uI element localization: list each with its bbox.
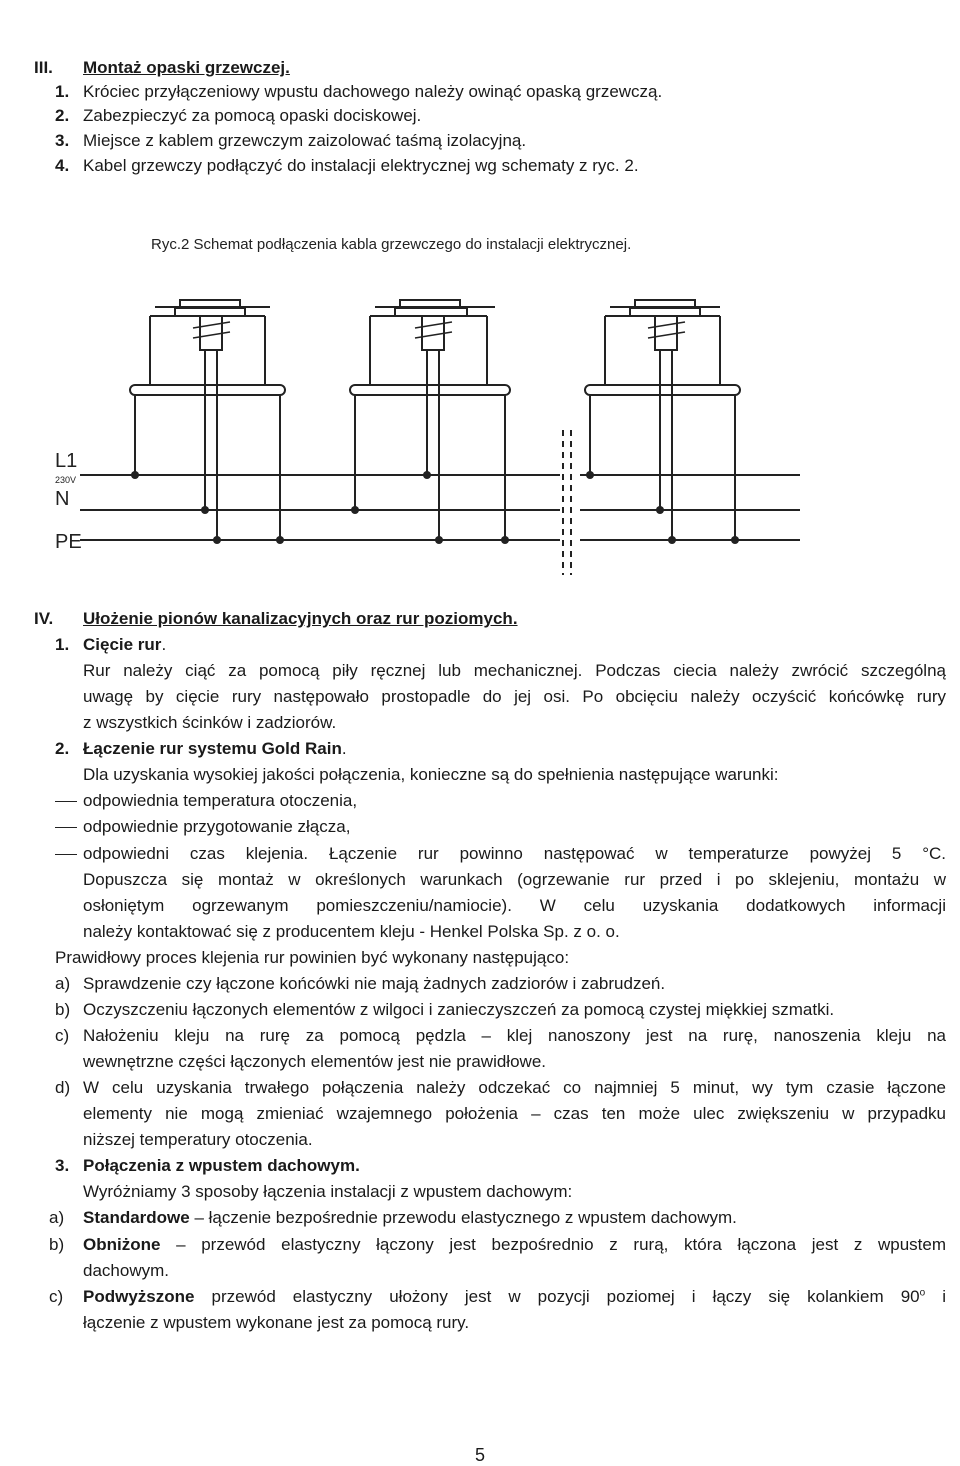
- section-4-number: IV.: [34, 609, 54, 628]
- step-d-line-1: W celu uzyskania trwałego połączenia należy odczekać co najmniej 5 minut, wy tym czasie łączone: [83, 1078, 946, 1097]
- voltage-label: 230V: [55, 475, 77, 485]
- step-c-line-1: Nałożeniu kleju na rurę za pomocą pędzla – klej nanoszony jest na rurę, nanoszenia kleju na: [83, 1026, 946, 1045]
- step-d-line-2: elementy nie mogą zmieniać wzajemnego położenia – czas ten może ulec zwiększeniu w przypadku: [83, 1104, 946, 1123]
- s3-item-3-text: Miejsce z kablem grzewczym zaizolować taśmą izolacyjną.: [83, 131, 527, 150]
- s3-item-4-num: 4.: [55, 156, 70, 175]
- figure-caption: Ryc.2 Schemat podłączenia kabla grzewczego do instalacji elektrycznej.: [151, 236, 632, 253]
- step-a-label: a): [55, 974, 71, 993]
- sub2-cont-3: należy kontaktować się z producentem kleju - Henkel Polska Sp. z o. o.: [83, 922, 620, 941]
- step-c-line-2: wewnętrzne części łączonych elementów jest nie prawidłowe.: [83, 1052, 546, 1071]
- list-dash: [55, 854, 77, 855]
- sub2-cont-1: Dopuszcza się montaż w określonych warunkach (ogrzewanie rur przed i po sklejeniu, montażu w: [83, 870, 946, 889]
- heating-unit-2: [350, 300, 510, 540]
- method-a-label: a): [49, 1208, 65, 1227]
- s3-item-1-text: Króciec przyłączeniowy wpustu dachowego należy owinąć opaską grzewczą.: [83, 82, 663, 101]
- sub1-num: 1.: [55, 635, 70, 654]
- s3-item-2-num: 2.: [55, 106, 70, 125]
- condition-2: odpowiednie przygotowanie złącza,: [83, 817, 351, 836]
- page-number: 5: [474, 1445, 485, 1465]
- s3-item-2-text: Zabezpieczyć za pomocą opaski dociskowej.: [83, 106, 422, 125]
- step-a-text: Sprawdzenie czy łączone końcówki nie mają żadnych zadziorów i zabrudzeń.: [83, 974, 666, 993]
- method-c-label: c): [49, 1287, 64, 1306]
- sub2-cont-2: osłoniętym ogrzewanym pomieszczeniu/namiocie). W celu uzyskania dodatkowych informacji: [83, 896, 946, 915]
- method-c-text: Podwyższone przewód elastyczny ułożony jest w pozycji poziomej i łączy się kolankiem 90$^o$ i: [83, 1287, 946, 1306]
- method-b-text: Obniżone – przewód elastyczny łączony jest bezpośrednio z rurą, która łączona jest z wpustem: [83, 1235, 946, 1254]
- heating-unit-3: [585, 300, 740, 540]
- sub1-title: Cięcie rur.: [83, 635, 167, 654]
- sub3-num: 3.: [55, 1156, 70, 1175]
- step-d-line-3: niższej temperatury otoczenia.: [83, 1130, 313, 1149]
- method-b-label: b): [49, 1235, 65, 1254]
- condition-1: odpowiednia temperatura otoczenia,: [83, 791, 358, 810]
- sub1-line-3: z wszystkich ścinków i zadziorów.: [83, 713, 337, 732]
- process-intro: Prawidłowy proces klejenia rur powinien być wykonany następująco:: [55, 948, 570, 967]
- step-c-label: c): [55, 1026, 70, 1045]
- section-4-title: Ułożenie pionów kanalizacyjnych oraz rur poziomych.: [83, 609, 518, 628]
- l1-label: L1: [55, 450, 78, 472]
- step-b-text: Oczyszczeniu łączonych elementów z wilgoci i zanieczyszczeń za pomocą czystej miękkiej szmatki.: [83, 1000, 835, 1019]
- s3-item-1-num: 1.: [55, 82, 70, 101]
- condition-3: odpowiedni czas klejenia. Łączenie rur powinno następować w temperaturze powyżej 5 °C.: [83, 844, 946, 863]
- sub2-num: 2.: [55, 739, 70, 758]
- sub2-intro: Dla uzyskania wysokiej jakości połączenia, konieczne są do spełnienia następujące warunki:: [83, 765, 779, 784]
- sub2-title: Łączenie rur systemu Gold Rain.: [83, 739, 347, 758]
- method-b-cont: dachowym.: [83, 1261, 169, 1280]
- n-label: N: [55, 488, 70, 510]
- s3-item-4-text: Kabel grzewczy podłączyć do instalacji elektrycznej wg schematy z ryc. 2.: [83, 156, 639, 175]
- sub3-intro: Wyróżniamy 3 sposoby łączenia instalacji z wpustem dachowym:: [83, 1182, 573, 1201]
- method-c-cont: łączenie z wpustem wykonane jest za pomocą rury.: [83, 1313, 470, 1332]
- heating-unit-1: [130, 300, 285, 540]
- sub3-title: Połączenia z wpustem dachowym.: [83, 1156, 360, 1175]
- section-3-number: III.: [34, 58, 53, 77]
- step-d-label: d): [55, 1078, 71, 1097]
- s3-item-3-num: 3.: [55, 131, 70, 150]
- wiring-schematic: [55, 290, 805, 580]
- method-a-text: Standardowe – łączenie bezpośrednie przewodu elastycznego z wpustem dachowym.: [83, 1208, 737, 1227]
- list-dash: [55, 827, 77, 828]
- step-b-label: b): [55, 1000, 71, 1019]
- sub1-line-2: uwagę by cięcie rury następowało prostopadle do jej osi. Po obcięciu należy oczyścić końcówkę rury: [83, 687, 946, 706]
- pe-label: PE: [55, 531, 82, 553]
- sub1-line-1: Rur należy ciąć za pomocą piły ręcznej lub mechanicznej. Podczas ciecia należy zwrócić szczególną: [83, 661, 946, 680]
- section-3-title: Montaż opaski grzewczej.: [83, 58, 290, 77]
- list-dash: [55, 801, 77, 802]
